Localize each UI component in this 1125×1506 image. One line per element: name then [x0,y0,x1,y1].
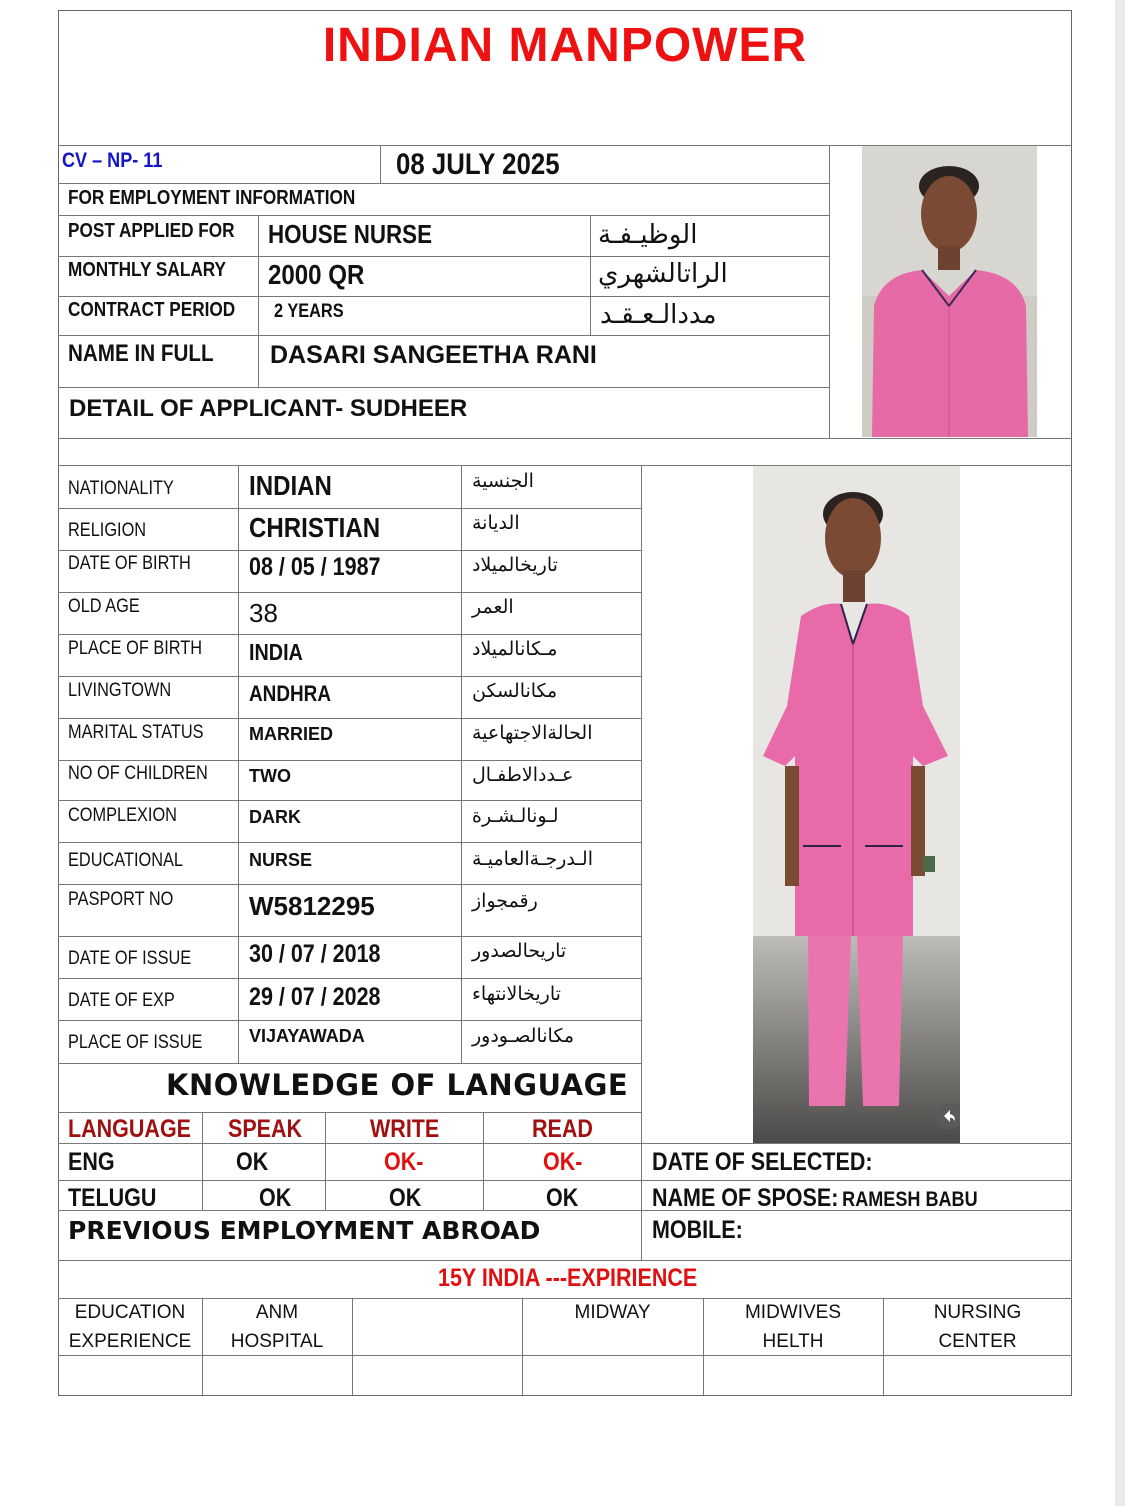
divider [58,760,641,761]
lang-header-write: WRITE [370,1115,440,1143]
detail-label: EDUCATIONAL [68,850,184,871]
divider [829,145,830,438]
detail-label: PLACE OF BIRTH [68,638,203,659]
detail-label: PLACE OF ISSUE [68,1032,203,1053]
detail-value: NURSE [249,850,313,870]
divider [58,676,641,677]
detail-value: 08 / 05 / 1987 [249,553,381,581]
experience-line: 15Y INDIA ---EXPIRIENCE [438,1264,698,1292]
divider [352,1298,353,1395]
mobile-label: MOBILE: [652,1216,743,1244]
detail-value: W5812295 [249,891,375,921]
divider [238,465,239,1063]
divider [258,215,259,387]
divider [461,465,462,1063]
detail-label: RELIGION [68,520,147,541]
contract-arabic: مددالـعـقـد [600,300,717,330]
standing-figure-icon [753,466,960,1143]
lang-row-read: OK- [543,1148,583,1176]
name-value: DASARI SANGEETHA RANI [270,341,597,369]
divider [58,936,641,937]
employment-cell: NURSING [933,1302,1022,1323]
cv-reference: CV – NP- 11 [62,149,163,172]
detail-value: INDIAN [249,470,332,501]
employment-cell: CENTER [938,1331,1017,1352]
divider [58,438,1072,439]
divider [58,842,641,843]
divider [641,465,642,1261]
divider [58,215,829,216]
detail-value: 30 / 07 / 2018 [249,940,381,968]
divider [58,335,829,336]
detail-value: 29 / 07 / 2028 [249,983,381,1011]
post-applied-value: HOUSE NURSE [268,219,433,249]
previous-employment-heading: PREVIOUS EMPLOYMENT ABROAD [68,1216,541,1245]
divider [325,1112,326,1210]
divider [58,1063,641,1064]
language-heading: KNOWLEDGE OF LANGUAGE [166,1068,629,1102]
employment-cell: MIDWAY [574,1302,651,1323]
spouse-label: NAME OF SPOSE: [652,1184,839,1212]
divider [58,1298,1072,1299]
detail-value: DARK [249,807,301,827]
employment-cell: EDUCATION [74,1302,186,1323]
salary-value: 2000 QR [268,259,365,290]
detail-arabic: لـونالـشـرة [472,805,559,827]
detail-arabic: مكانالصـودور [472,1025,574,1047]
name-label: NAME IN FULL [68,340,214,367]
post-applied-arabic: الوظيـفـة [598,220,698,250]
divider [58,884,641,885]
detail-value: INDIA [249,639,303,665]
divider [58,978,641,979]
divider [58,634,641,635]
employment-cell: EXPERIENCE [68,1331,192,1352]
divider [58,508,641,509]
detail-label: PASPORT NO [68,889,174,910]
detail-arabic: العمر [472,596,514,618]
detail-value: 38 [249,598,278,628]
lang-header-language: LANGUAGE [68,1115,192,1143]
lang-row-speak: OK [259,1184,292,1212]
divider [380,145,381,183]
employment-cell: HOSPITAL [230,1331,324,1352]
detail-label: NATIONALITY [68,478,174,499]
detail-label: MARITAL STATUS [68,722,204,743]
salary-arabic: الراتالشهري [598,259,728,289]
detail-arabic: الـدرجـةالعاميـة [472,848,593,870]
contract-label: CONTRACT PERIOD [68,299,236,321]
detail-value: CHRISTIAN [249,512,381,543]
detail-value: VIJAYAWADA [249,1026,365,1046]
detail-label: DATE OF ISSUE [68,948,192,969]
applicant-detail: DETAIL OF APPLICANT- SUDHEER [69,395,468,422]
divider [58,1260,1072,1261]
detail-arabic: رقمجواز [472,890,538,912]
full-length-photo [753,466,960,1143]
page-title: INDIAN MANPOWER [322,19,808,72]
divider [590,215,591,335]
divider [58,1112,641,1113]
divider [58,296,829,297]
lang-row-language: ENG [68,1148,115,1176]
contract-value: 2 YEARS [274,301,344,322]
lang-row-speak: OK [236,1148,269,1176]
detail-label: DATE OF BIRTH [68,553,191,574]
detail-arabic: مكانالسكن [472,680,558,702]
salary-label: MONTHLY SALARY [68,259,227,281]
detail-arabic: الحالةالاجتهاعية [472,722,593,744]
divider [202,1112,203,1210]
employment-cell: MIDWIVES [744,1302,842,1323]
detail-arabic: عـددالاطفـال [472,764,574,786]
portrait-figure-icon [862,146,1037,437]
portrait-photo [862,146,1037,437]
divider [58,1180,1072,1181]
detail-arabic: تاريحالصدور [472,940,567,962]
post-applied-label: POST APPLIED FOR [68,220,235,242]
detail-label: COMPLEXION [68,805,177,826]
detail-label: OLD AGE [68,596,140,617]
divider [58,1020,641,1021]
divider [483,1112,484,1210]
detail-arabic: الديانة [472,512,520,534]
section-heading: FOR EMPLOYMENT INFORMATION [68,187,356,209]
divider [58,183,829,184]
detail-label: LIVINGTOWN [68,680,172,701]
detail-label: DATE OF EXP [68,990,175,1011]
page-edge [1115,0,1125,1506]
lang-row-write: OK- [384,1148,424,1176]
divider [58,718,641,719]
detail-arabic: مـكانالميلاد [472,638,558,660]
lang-header-speak: SPEAK [228,1115,303,1143]
employment-cell: HELTH [762,1331,824,1352]
detail-arabic: تاريخالميلاد [472,554,558,576]
divider [58,387,829,388]
lang-row-language: TELUGU [68,1184,157,1212]
detail-arabic: تاريخالانتهاء [472,983,561,1005]
divider [58,592,641,593]
lang-header-read: READ [532,1115,593,1143]
lang-row-write: OK [389,1184,422,1212]
date-selected-label: DATE OF SELECTED: [652,1148,873,1176]
detail-value: TWO [249,766,291,786]
divider [58,1355,1072,1356]
divider [58,550,641,551]
cv-date: 08 JULY 2025 [396,148,560,181]
spouse-line [652,1184,978,1213]
detail-value: MARRIED [249,724,333,744]
spouse-value: RAMESH BABU [842,1188,978,1211]
divider [58,800,641,801]
lang-row-read: OK [546,1184,579,1212]
employment-cell: ANM [255,1302,299,1323]
detail-label: NO OF CHILDREN [68,763,208,784]
divider [58,256,829,257]
detail-value: ANDHRA [249,681,331,706]
detail-arabic: الجنسية [472,470,534,492]
